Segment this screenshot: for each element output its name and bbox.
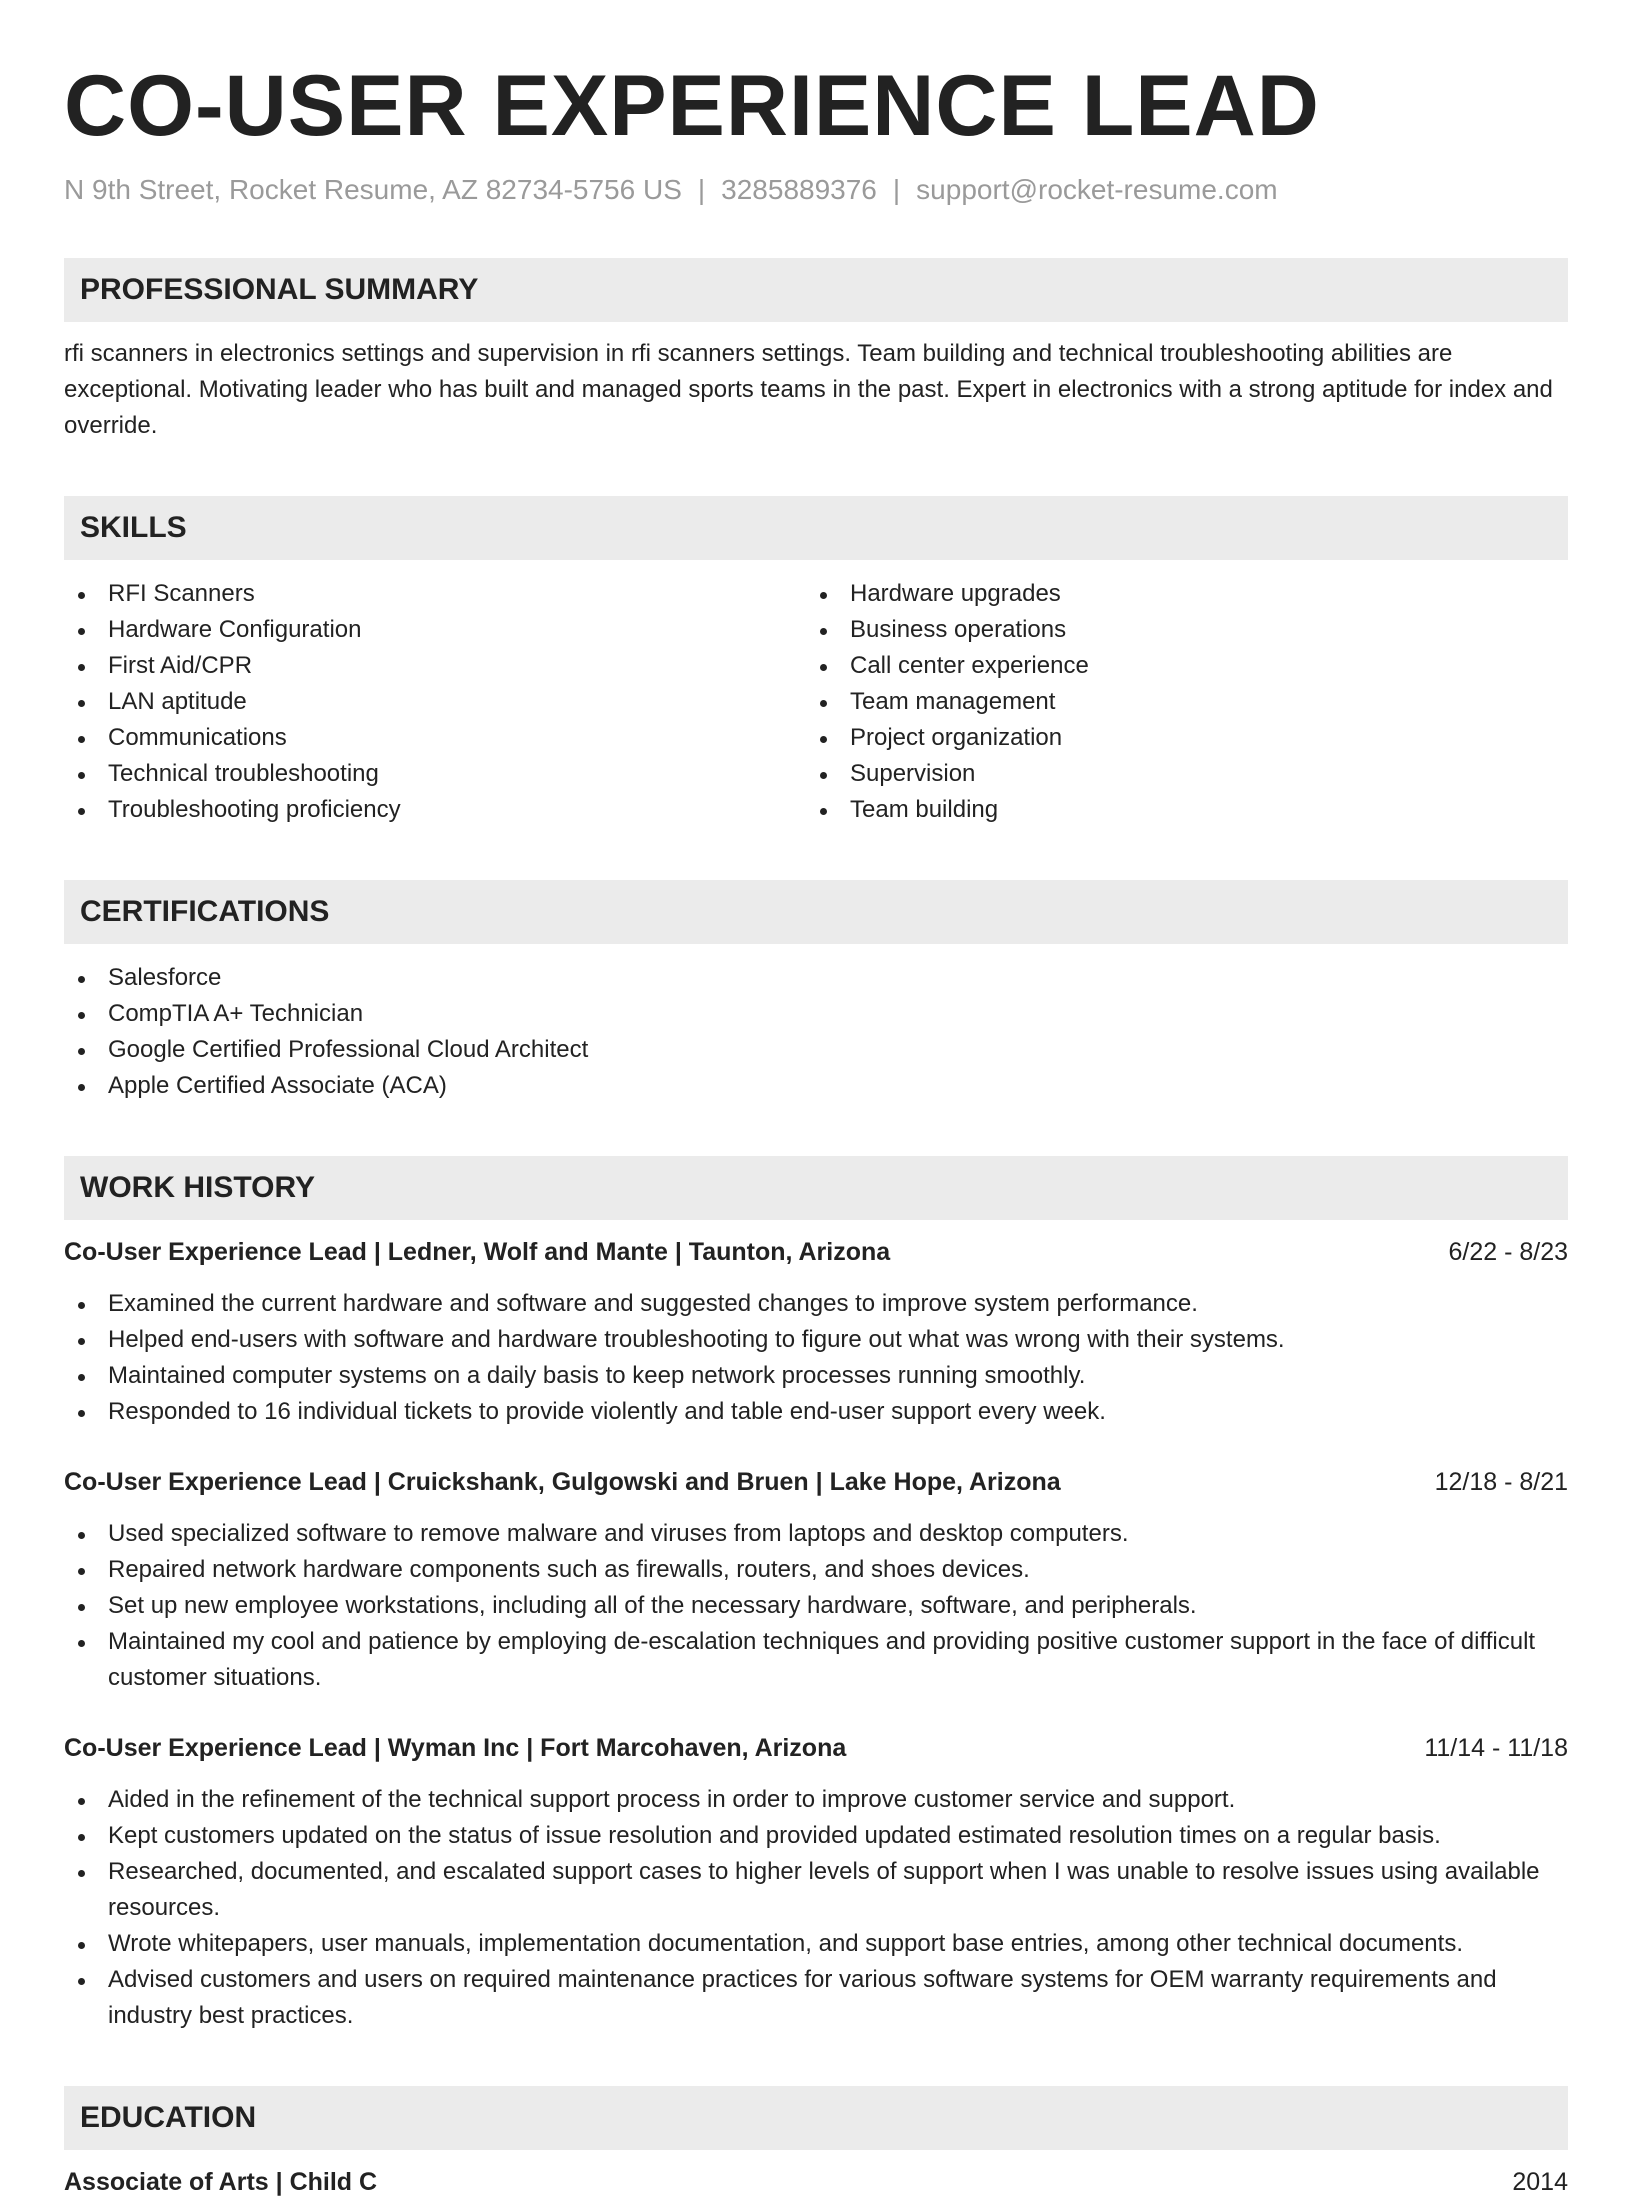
job-title: Co-User Experience Lead | Cruickshank, Gulgowski and Bruen | Lake Hope, Arizona [64, 1468, 1061, 1496]
skill-item: Communications [64, 720, 806, 756]
job-dates: 11/14 - 11/18 [1424, 1734, 1568, 1762]
resume-page [64, 0, 1568, 2200]
education-year: 2014 [1512, 2168, 1568, 2196]
skills-list-left [64, 576, 806, 828]
job-title: Co-User Experience Lead | Wyman Inc | Fort Marcohaven, Arizona [64, 1734, 847, 1762]
contact-email[interactable]: support@rocket-resume.com [916, 174, 1278, 205]
job-header [64, 1464, 1568, 1500]
skill-item: Team building [806, 792, 1548, 828]
summary-text: rfi scanners in electronics settings and supervision in rfi scanners settings. Team building and technical troubleshooting abilities are exceptional. Motivating leader who has built and managed sports teams in the past. Expert in electronics with a strong aptitude for index and override. [64, 340, 1553, 439]
contact-line [64, 174, 1568, 206]
job-bullets [64, 1516, 1568, 1696]
education-entry [64, 2164, 1568, 2200]
job-bullet: Maintained computer systems on a daily basis to keep network processes running smoothly. [64, 1358, 1568, 1394]
skill-item: First Aid/CPR [64, 648, 806, 684]
skill-item: Business operations [806, 612, 1548, 648]
job-bullet: Advised customers and users on required maintenance practices for various software systems for OEM warranty requirements and industry best practices. [64, 1962, 1568, 2034]
skill-item: Hardware upgrades [806, 576, 1548, 612]
job-bullet: Kept customers updated on the status of issue resolution and provided updated estimated resolution times on a regular basis. [64, 1818, 1568, 1854]
skills-list-right [806, 576, 1548, 828]
job-bullet: Examined the current hardware and software and suggested changes to improve system performance. [64, 1286, 1568, 1322]
skill-item: Technical troubleshooting [64, 756, 806, 792]
job-bullet: Repaired network hardware components such as firewalls, routers, and shoes devices. [64, 1552, 1568, 1588]
job-dates: 6/22 - 8/23 [1448, 1238, 1568, 1266]
certification-item: Salesforce [64, 960, 1568, 996]
contact-address: N 9th Street, Rocket Resume, AZ 82734-5756 US [64, 174, 682, 205]
skill-item: Call center experience [806, 648, 1548, 684]
summary-heading: PROFESSIONAL SUMMARY [64, 258, 1568, 322]
certification-item: Apple Certified Associate (ACA) [64, 1068, 1568, 1104]
job-bullet: Helped end-users with software and hardware troubleshooting to figure out what was wrong with their systems. [64, 1322, 1568, 1358]
job-bullets [64, 1286, 1568, 1430]
skill-item: Hardware Configuration [64, 612, 806, 648]
job-title: Co-User Experience Lead | Ledner, Wolf and Mante | Taunton, Arizona [64, 1238, 891, 1266]
skills-columns [64, 576, 1568, 828]
skill-item: Troubleshooting proficiency [64, 792, 806, 828]
skill-item: RFI Scanners [64, 576, 806, 612]
job-bullet: Wrote whitepapers, user manuals, implementation documentation, and support base entries, among other technical documents. [64, 1926, 1568, 1962]
skill-item: Team management [806, 684, 1548, 720]
education-heading: EDUCATION [64, 2086, 1568, 2150]
contact-separator: | [697, 174, 706, 205]
certifications-list [64, 960, 1568, 1104]
contact-phone: 3285889376 [721, 174, 877, 205]
certifications-heading: CERTIFICATIONS [64, 880, 1568, 944]
resume-title: CO-USER EXPERIENCE LEAD [64, 58, 1320, 154]
certification-item: Google Certified Professional Cloud Architect [64, 1032, 1568, 1068]
job-header [64, 1234, 1568, 1270]
job-bullet: Maintained my cool and patience by employing de-escalation techniques and providing positive customer support in the face of difficult customer situations. [64, 1624, 1568, 1696]
education-degree: Associate of Arts | Child C [64, 2168, 378, 2196]
job-entry [64, 1464, 1568, 1696]
work-history-heading: WORK HISTORY [64, 1156, 1568, 1220]
job-bullet: Responded to 16 individual tickets to provide violently and table end-user support every week. [64, 1394, 1568, 1430]
job-bullet: Used specialized software to remove malware and viruses from laptops and desktop computers. [64, 1516, 1568, 1552]
job-bullets [64, 1782, 1568, 2034]
job-dates: 12/18 - 8/21 [1434, 1468, 1568, 1496]
skill-item: Project organization [806, 720, 1548, 756]
job-bullet: Aided in the refinement of the technical support process in order to improve customer service and support. [64, 1782, 1568, 1818]
skill-item: Supervision [806, 756, 1548, 792]
job-entry [64, 1730, 1568, 2034]
skills-heading: SKILLS [64, 496, 1568, 560]
job-bullet: Researched, documented, and escalated support cases to higher levels of support when I was unable to resolve issues using available resources. [64, 1854, 1568, 1926]
skill-item: LAN aptitude [64, 684, 806, 720]
certification-item: CompTIA A+ Technician [64, 996, 1568, 1032]
job-entry [64, 1234, 1568, 1430]
job-header [64, 1730, 1568, 1766]
job-bullet: Set up new employee workstations, including all of the necessary hardware, software, and peripherals. [64, 1588, 1568, 1624]
contact-separator: | [892, 174, 901, 205]
